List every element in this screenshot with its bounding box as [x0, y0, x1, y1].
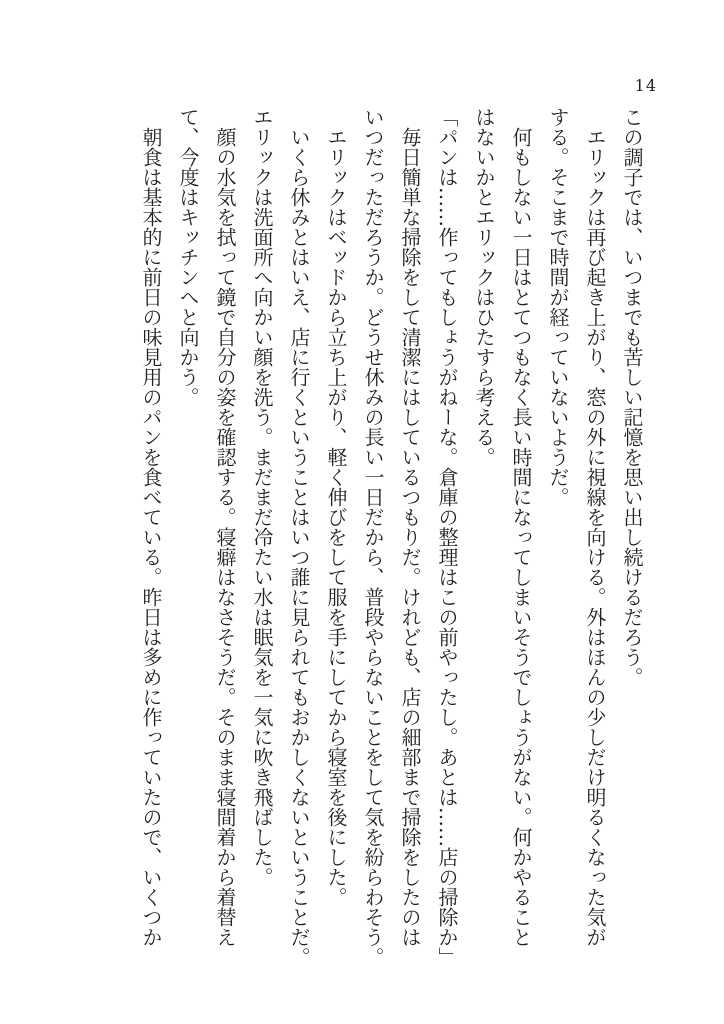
text-line: 「パンは……作ってもしょうがねーな。倉庫の整理はこの前やったし。あとは……店の掃除か」: [435, 107, 459, 967]
text-line: いくら休みとはいえ、店に行くということはいつ誰に見られてもおかしくないということだ。: [287, 107, 311, 967]
text-line: この調子では、いつまでも苦しい記憶を思い出し続けるだろう。: [620, 107, 644, 687]
vertical-text-block: [132, 107, 650, 991]
page-number: 14: [634, 76, 657, 95]
text-line: はないかとエリックはひたすら考える。: [472, 107, 496, 467]
text-line: 毎日簡単な掃除をして清潔にはしているつもりだ。けれども、店の細部まで掃除をしたのは: [398, 107, 422, 947]
text-line: エリックは再び起き上がり、窓の外に視線を向ける。外はほんの少しだけ明るくなった気が: [583, 107, 607, 947]
text-line: 顔の水気を拭って鏡で自分の姿を確認する。寝癖はなさそうだ。そのまま寝間着から着替え: [213, 107, 237, 947]
text-line: エリックは洗面所へ向かい顔を洗う。まだまだ冷たい水は眠気を一気に吹き飛ばした。: [250, 107, 274, 887]
text-line: する。そこまで時間が経っていないようだ。: [546, 107, 570, 507]
text-line: 朝食は基本的に前日の味見用のパンを食べている。昨日は多めに作っていたので、いくつか: [139, 107, 163, 947]
text-line: て、今度はキッチンへと向かう。: [176, 107, 200, 407]
text-line: エリックはベッドから立ち上がり、軽く伸びをして服を手にしてから寝室を後にした。: [324, 107, 348, 907]
text-line: 何もしない一日はとてつもなく長い時間になってしまいそうでしょうがない。何かやること: [509, 107, 533, 947]
text-line: いつだっただろうか。どうせ休みの長い一日だから、普段やらないことをして気を紛らわそう。: [361, 107, 385, 967]
